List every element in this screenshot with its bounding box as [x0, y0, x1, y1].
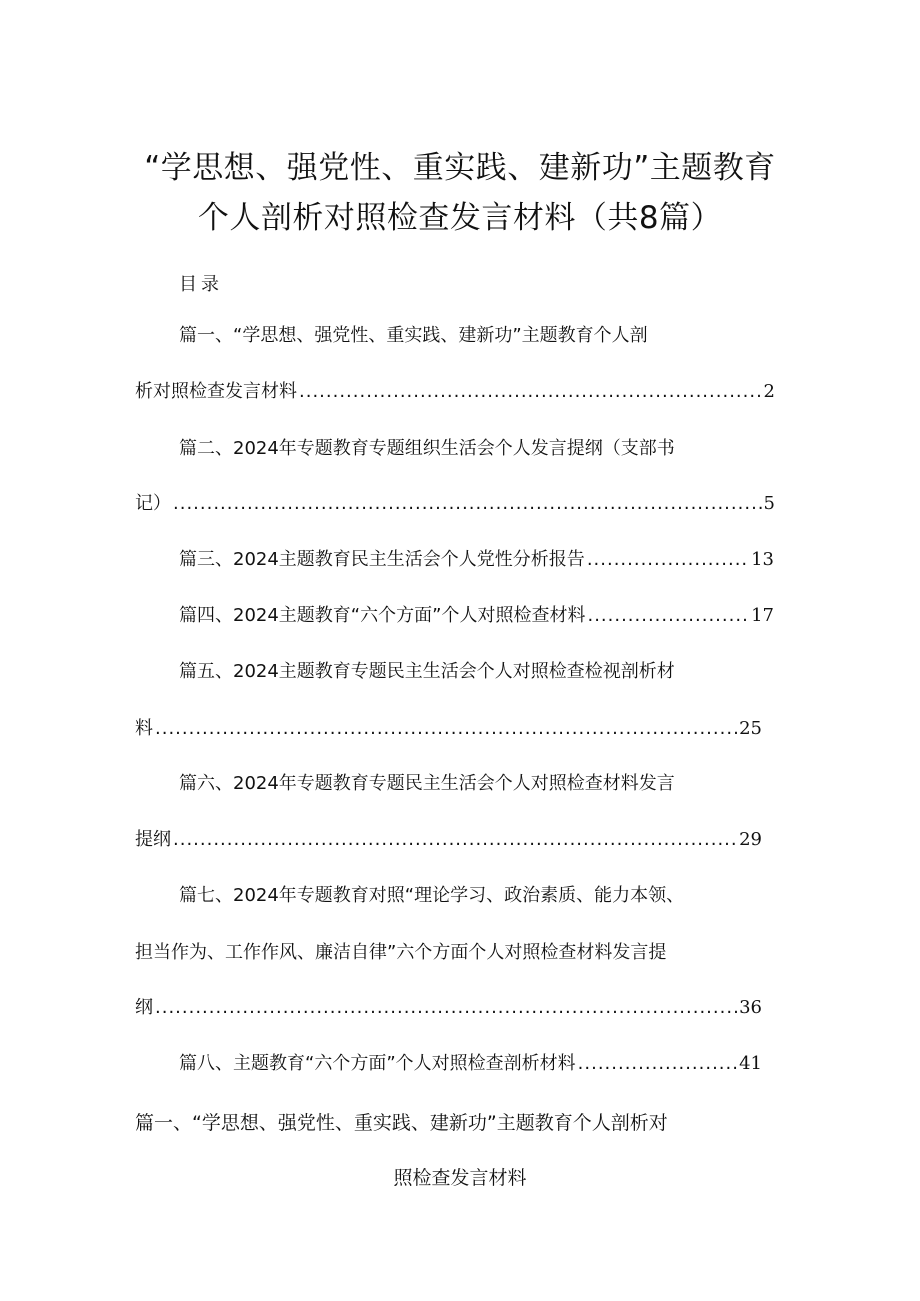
- toc-entry-3[interactable]: [179, 547, 774, 573]
- toc-entry-text: 担当作为、工作作风、廉洁自律”六个方面个人对照检查材料发言提: [135, 942, 667, 963]
- toc-entry-text: 记）: [135, 493, 171, 514]
- toc-entry-5-line-1[interactable]: [179, 659, 675, 685]
- section-heading-line-1: 篇一、“学思想、强党性、重实践、建新功”主题教育个人剖析对: [135, 1112, 668, 1134]
- toc-entry-7-line-2[interactable]: [135, 940, 666, 966]
- toc-entry-2-line-2[interactable]: [135, 491, 775, 517]
- dot-leader: [155, 716, 737, 742]
- section-heading-line-2: 照检查发言材料: [393, 1167, 527, 1189]
- toc-heading: 目录: [179, 274, 223, 295]
- toc-entry-1-line-1[interactable]: [179, 323, 648, 349]
- toc-entry-1-line-2[interactable]: [135, 379, 775, 405]
- toc-entry-6-line-1[interactable]: [179, 771, 675, 797]
- toc-entry-text: 篇三、2024主题教育民主生活会个人党性分析报告: [179, 549, 585, 570]
- document-title-line-1: “学思想、强党性、重实践、建新功”主题教育: [144, 150, 776, 186]
- toc-page-number: 25: [739, 718, 762, 739]
- toc-entry-text: 篇四、2024主题教育“六个方面”个人对照检查材料: [179, 605, 586, 626]
- toc-entry-text: 篇八、主题教育“六个方面”个人对照检查剖析材料: [179, 1053, 576, 1074]
- toc-entry-5-line-2[interactable]: [135, 716, 762, 742]
- toc-entry-6-line-2[interactable]: [135, 827, 762, 853]
- toc-page-number: 13: [751, 549, 774, 570]
- dot-leader: [155, 995, 737, 1021]
- dot-leader: [299, 379, 762, 405]
- toc-entry-text: 提纲: [135, 829, 171, 850]
- toc-entry-4[interactable]: [179, 603, 774, 629]
- toc-entry-7-line-1[interactable]: [179, 883, 684, 909]
- dot-leader: [173, 491, 762, 517]
- toc-entry-text: 析对照检查发言材料: [135, 381, 297, 402]
- dot-leader: [173, 827, 737, 853]
- toc-page-number: 36: [739, 997, 762, 1018]
- toc-page-number: 41: [739, 1053, 762, 1074]
- dot-leader: [578, 1051, 737, 1077]
- toc-entry-text: 篇五、2024主题教育专题民主生活会个人对照检查检视剖析材: [179, 661, 675, 682]
- toc-page-number: 2: [763, 381, 775, 402]
- toc-entry-text: 篇一、“学思想、强党性、重实践、建新功”主题教育个人剖: [179, 325, 648, 346]
- toc-entry-text: 篇七、2024年专题教育对照“理论学习、政治素质、能力本领、: [179, 885, 685, 906]
- toc-entry-2-line-1[interactable]: [179, 436, 675, 462]
- toc-entry-text: 篇二、2024年专题教育专题组织生活会个人发言提纲（支部书: [179, 438, 675, 459]
- toc-entry-text: 纲: [135, 997, 153, 1018]
- toc-entry-text: 料: [135, 718, 153, 739]
- toc-entry-7-line-3[interactable]: [135, 995, 762, 1021]
- toc-page-number: 29: [739, 829, 762, 850]
- document-title-line-2: 个人剖析对照检查发言材料（共8篇）: [197, 200, 723, 236]
- toc-page-number: 17: [751, 605, 774, 626]
- toc-page-number: 5: [763, 493, 775, 514]
- dot-leader: [587, 603, 749, 629]
- toc-entry-8[interactable]: [179, 1051, 762, 1077]
- dot-leader: [587, 547, 749, 573]
- toc-entry-text: 篇六、2024年专题教育专题民主生活会个人对照检查材料发言: [179, 773, 675, 794]
